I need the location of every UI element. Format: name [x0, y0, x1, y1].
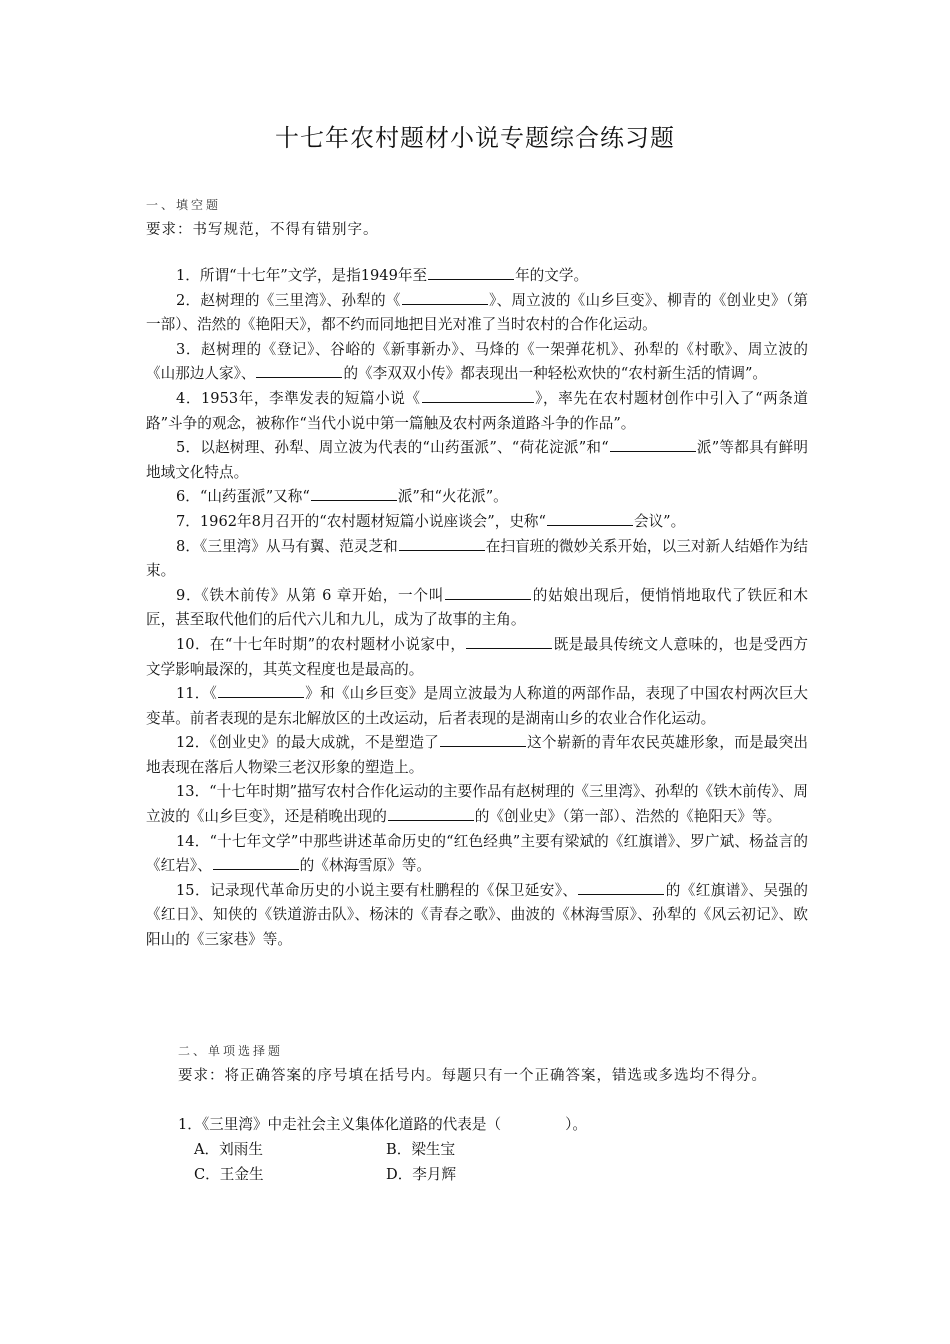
option-c: C．王金生 [194, 1166, 264, 1183]
answer-blank [402, 290, 488, 305]
question-9: 9．《铁木前传》从第 6 章开始，一个叫 的姑娘出现后，便悄悄地取代了铁匠和木匠，甚至取代他们的后代六儿和九儿，成为了故事的主角。 [146, 586, 808, 629]
question-4: 4．1953年，李準发表的短篇小说《 》，率先在农村题材创作中引入了“两条道路”斗争的观念，被称作“当代小说中第一篇触及农村两条道路斗争的作品”。 [146, 389, 808, 432]
answer-blank [440, 732, 526, 747]
answer-blank [256, 363, 342, 378]
answer-blank [610, 437, 696, 452]
question-8: 8．《三里湾》从马有翼、范灵芝和 在扫盲班的微妙关系开始，以三对新人结婚作为结束。 [146, 537, 808, 580]
answer-blank [218, 683, 304, 698]
options [194, 1137, 818, 1187]
page-title: 十七年农村题材小说专题综合练习题 [275, 124, 675, 152]
option-a: A．刘雨生 [194, 1141, 263, 1158]
question-6: 6．“山药蛋派”又称“ 派”和“火花派”。 [176, 488, 508, 506]
question-13: 13．“十七年时期”描写农村合作化运动的主要作品有赵树理的《三里湾》、孙犁的《铁木前传》、周立波的《山乡巨变》，还是稍晚出现的 的《创业史》（第一部）、浩然的《艳阳天》等。 [146, 783, 808, 826]
answer-blank [466, 634, 552, 649]
answer-blank [422, 388, 534, 403]
answer-blank [399, 536, 485, 551]
answer-blank [445, 585, 531, 600]
question-14: 14．“十七年文学”中那些讲述革命历史的“红色经典”主要有梁斌的《红旗谱》、罗广斌、杨益言的《红岩》、 的《林海雪原》等。 [146, 832, 808, 875]
section-1-requirement: 要求：书写规范，不得有错别字。 [146, 222, 379, 238]
question-7: 7．1962年8月召开的“农村题材短篇小说座谈会”，史称“ 会议”。 [176, 512, 686, 530]
question-3: 3．赵树理的《登记》、谷峪的《新事新办》、马烽的《一架弹花机》、孙犁的《村歌》、周立波的《山那边人家》、 的《李双双小传》都表现出一种轻松欢快的“农村新生活的情调”。 [146, 340, 808, 383]
answer-blank [547, 511, 633, 526]
question-5: 5．以赵树理、孙犁、周立波为代表的“山药蛋派”、“荷花淀派”和“ 派”等都具有鲜明地域文化特点。 [146, 439, 809, 481]
question-15: 15．记录现代革命历史的小说主要有杜鹏程的《保卫延安》、 的《红旗谱》、吴强的《红日》、知侠的《铁道游击队》、杨沫的《青春之歌》、曲波的《林海雪原》、孙犁的《风云初记》、欧阳山的《三家巷》等。 [146, 881, 809, 949]
mc-question-1: 1．《三里湾》中走社会主义集体化道路的代表是（ ）。 [178, 1116, 587, 1133]
section-1-heading: 一、填空题 [146, 198, 222, 212]
option-b: B．梁生宝 [386, 1141, 456, 1158]
answer-blank [213, 855, 299, 870]
fill-in-questions [146, 264, 808, 953]
answer-blank [311, 486, 397, 501]
question-11: 11．《 》和《山乡巨变》是周立波最为人称道的两部作品，表现了中国农村两次巨大变革。前者表现的是东北解放区的土改运动，后者表现的是湖南山乡的农业合作化运动。 [146, 685, 808, 727]
section-2-requirement: 要求：将正确答案的序号填在括号内。每题只有一个正确答案，错选或多选均不得分。 [178, 1068, 767, 1084]
question-10: 10．在“十七年时期”的农村题材小说家中， 既是最具传统文人意味的，也是受西方文学影响最深的，其英文程度也是最高的。 [146, 635, 808, 678]
question-1: 1．所谓“十七年”文学，是指1949年至 年的文学。 [176, 267, 589, 284]
option-d: D．李月辉 [386, 1166, 457, 1183]
answer-blank [388, 806, 474, 821]
section-2-heading: 二、单项选择题 [178, 1044, 284, 1058]
question-2: 2．赵树理的《三里湾》、孙犁的《 》、周立波的《山乡巨变》、柳青的《创业史》（第一部）、浩然的《艳阳天》，都不约而同地把目光对准了当时农村的合作化运动。 [146, 291, 808, 334]
question-12: 12．《创业史》的最大成就，不是塑造了 这个崭新的青年农民英雄形象，而是最突出地表现在落后人物梁三老汉形象的塑造上。 [146, 734, 808, 776]
multiple-choice-question [178, 1112, 818, 1187]
answer-blank [428, 265, 514, 280]
answer-blank [578, 880, 664, 895]
